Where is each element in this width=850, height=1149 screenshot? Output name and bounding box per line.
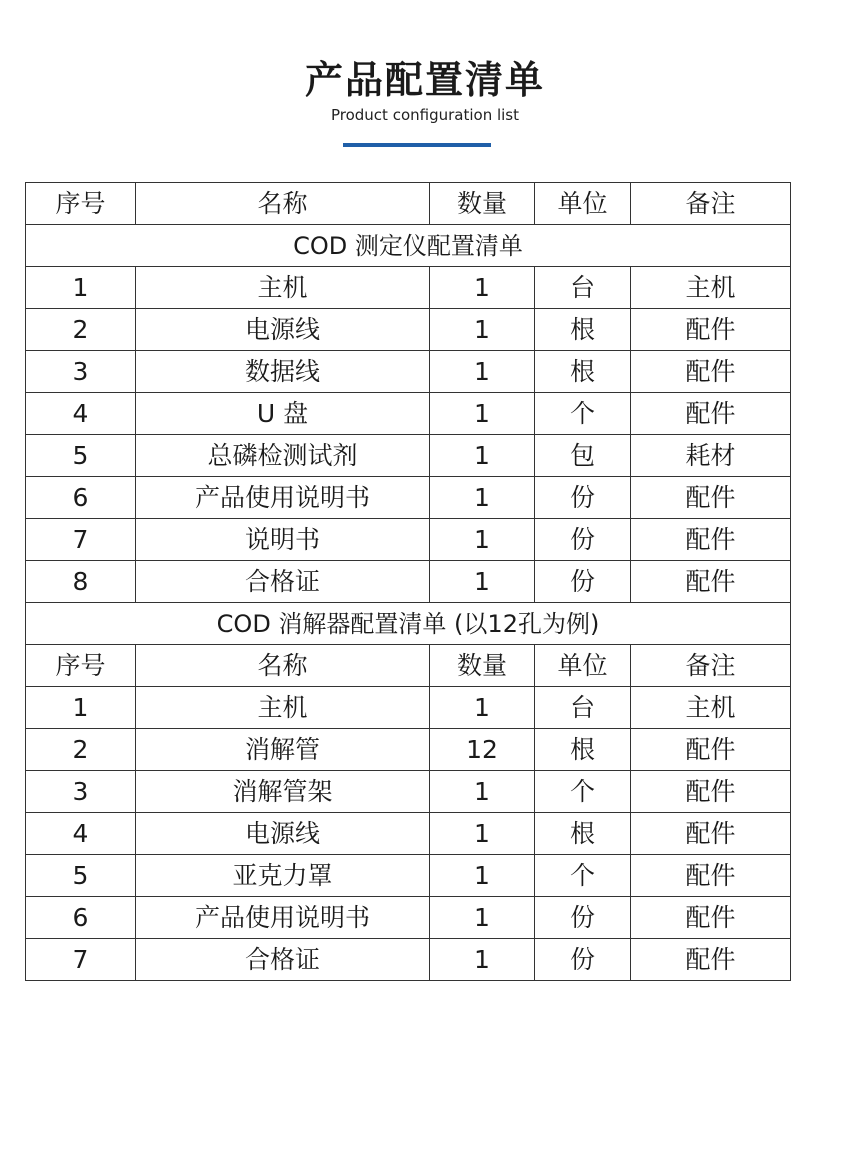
cell-quantity: 1 bbox=[430, 351, 535, 393]
cell-name: 产品使用说明书 bbox=[136, 897, 430, 939]
cell-name: 合格证 bbox=[136, 939, 430, 981]
cell-no: 5 bbox=[26, 855, 136, 897]
cell-name: 主机 bbox=[136, 687, 430, 729]
cell-no: 1 bbox=[26, 267, 136, 309]
cell-remark: 配件 bbox=[631, 729, 791, 771]
column-header-unit: 单位 bbox=[535, 183, 631, 225]
cell-remark: 配件 bbox=[631, 561, 791, 603]
cell-remark: 耗材 bbox=[631, 435, 791, 477]
cell-no: 2 bbox=[26, 309, 136, 351]
cell-name: 产品使用说明书 bbox=[136, 477, 430, 519]
cell-name: 电源线 bbox=[136, 309, 430, 351]
cell-unit: 包 bbox=[535, 435, 631, 477]
section-cod-analyzer bbox=[26, 225, 791, 267]
cell-unit: 根 bbox=[535, 813, 631, 855]
table-row bbox=[26, 267, 791, 309]
cell-no: 7 bbox=[26, 939, 136, 981]
cell-quantity: 1 bbox=[430, 855, 535, 897]
cell-name: 数据线 bbox=[136, 351, 430, 393]
cell-name: U 盘 bbox=[136, 393, 430, 435]
cell-name: 消解管架 bbox=[136, 771, 430, 813]
column-header-quantity: 数量 bbox=[430, 183, 535, 225]
table-row bbox=[26, 729, 791, 771]
cell-remark: 主机 bbox=[631, 267, 791, 309]
column-header-remark: 备注 bbox=[631, 183, 791, 225]
cell-name: 消解管 bbox=[136, 729, 430, 771]
cell-name: 合格证 bbox=[136, 561, 430, 603]
cell-no: 8 bbox=[26, 561, 136, 603]
cell-unit: 份 bbox=[535, 939, 631, 981]
page-subtitle: Product configuration list bbox=[330, 106, 520, 124]
cell-unit: 台 bbox=[535, 267, 631, 309]
page-title: 产品配置清单 bbox=[304, 58, 545, 102]
cell-remark: 配件 bbox=[631, 351, 791, 393]
cell-quantity: 1 bbox=[430, 267, 535, 309]
section-cod-analyzer-title: COD 测定仪配置清单 bbox=[26, 225, 791, 267]
cell-quantity: 1 bbox=[430, 813, 535, 855]
cell-remark: 配件 bbox=[631, 771, 791, 813]
cell-quantity: 1 bbox=[430, 309, 535, 351]
cell-unit: 台 bbox=[535, 687, 631, 729]
header-row bbox=[26, 645, 791, 687]
cell-name: 电源线 bbox=[136, 813, 430, 855]
cell-no: 6 bbox=[26, 477, 136, 519]
cell-no: 5 bbox=[26, 435, 136, 477]
cell-unit: 份 bbox=[535, 561, 631, 603]
cell-remark: 配件 bbox=[631, 519, 791, 561]
cell-remark: 配件 bbox=[631, 813, 791, 855]
cell-unit: 根 bbox=[535, 309, 631, 351]
column-header-no: 序号 bbox=[26, 183, 136, 225]
cell-remark: 配件 bbox=[631, 939, 791, 981]
cell-quantity: 1 bbox=[430, 687, 535, 729]
cell-no: 4 bbox=[26, 393, 136, 435]
table-row bbox=[26, 351, 791, 393]
cell-name: 亚克力罩 bbox=[136, 855, 430, 897]
header-row bbox=[26, 183, 791, 225]
cell-no: 1 bbox=[26, 687, 136, 729]
cell-no: 7 bbox=[26, 519, 136, 561]
configuration-table-body bbox=[26, 183, 791, 981]
cell-quantity: 1 bbox=[430, 435, 535, 477]
table-row bbox=[26, 687, 791, 729]
cell-quantity: 1 bbox=[430, 519, 535, 561]
cell-remark: 配件 bbox=[631, 897, 791, 939]
cell-quantity: 1 bbox=[430, 771, 535, 813]
cell-unit: 个 bbox=[535, 771, 631, 813]
column-header-name: 名称 bbox=[136, 183, 430, 225]
column-header-unit: 单位 bbox=[535, 645, 631, 687]
cell-unit: 份 bbox=[535, 519, 631, 561]
cell-no: 3 bbox=[26, 351, 136, 393]
table-row bbox=[26, 813, 791, 855]
table-row bbox=[26, 771, 791, 813]
cell-no: 6 bbox=[26, 897, 136, 939]
cell-unit: 个 bbox=[535, 393, 631, 435]
cell-quantity: 1 bbox=[430, 897, 535, 939]
cell-quantity: 1 bbox=[430, 939, 535, 981]
cell-no: 2 bbox=[26, 729, 136, 771]
cell-remark: 配件 bbox=[631, 393, 791, 435]
table-row bbox=[26, 561, 791, 603]
table-row bbox=[26, 393, 791, 435]
cell-quantity: 1 bbox=[430, 393, 535, 435]
table-row bbox=[26, 897, 791, 939]
cell-unit: 份 bbox=[535, 897, 631, 939]
table-row bbox=[26, 855, 791, 897]
column-header-name: 名称 bbox=[136, 645, 430, 687]
cell-no: 3 bbox=[26, 771, 136, 813]
cell-no: 4 bbox=[26, 813, 136, 855]
table-row bbox=[26, 519, 791, 561]
cell-unit: 个 bbox=[535, 855, 631, 897]
table-row bbox=[26, 939, 791, 981]
cell-remark: 主机 bbox=[631, 687, 791, 729]
title-underline bbox=[343, 143, 491, 147]
cell-remark: 配件 bbox=[631, 309, 791, 351]
configuration-table bbox=[25, 182, 791, 981]
cell-remark: 配件 bbox=[631, 477, 791, 519]
column-header-quantity: 数量 bbox=[430, 645, 535, 687]
table-row bbox=[26, 309, 791, 351]
cell-name: 总磷检测试剂 bbox=[136, 435, 430, 477]
table-row bbox=[26, 477, 791, 519]
cell-name: 说明书 bbox=[136, 519, 430, 561]
table-row bbox=[26, 435, 791, 477]
cell-remark: 配件 bbox=[631, 855, 791, 897]
section-cod-digester-title: COD 消解器配置清单 (以12孔为例) bbox=[26, 603, 791, 645]
cell-quantity: 12 bbox=[430, 729, 535, 771]
cell-quantity: 1 bbox=[430, 561, 535, 603]
column-header-remark: 备注 bbox=[631, 645, 791, 687]
column-header-no: 序号 bbox=[26, 645, 136, 687]
cell-unit: 根 bbox=[535, 351, 631, 393]
cell-name: 主机 bbox=[136, 267, 430, 309]
cell-unit: 份 bbox=[535, 477, 631, 519]
cell-quantity: 1 bbox=[430, 477, 535, 519]
section-cod-digester bbox=[26, 603, 791, 645]
cell-unit: 根 bbox=[535, 729, 631, 771]
